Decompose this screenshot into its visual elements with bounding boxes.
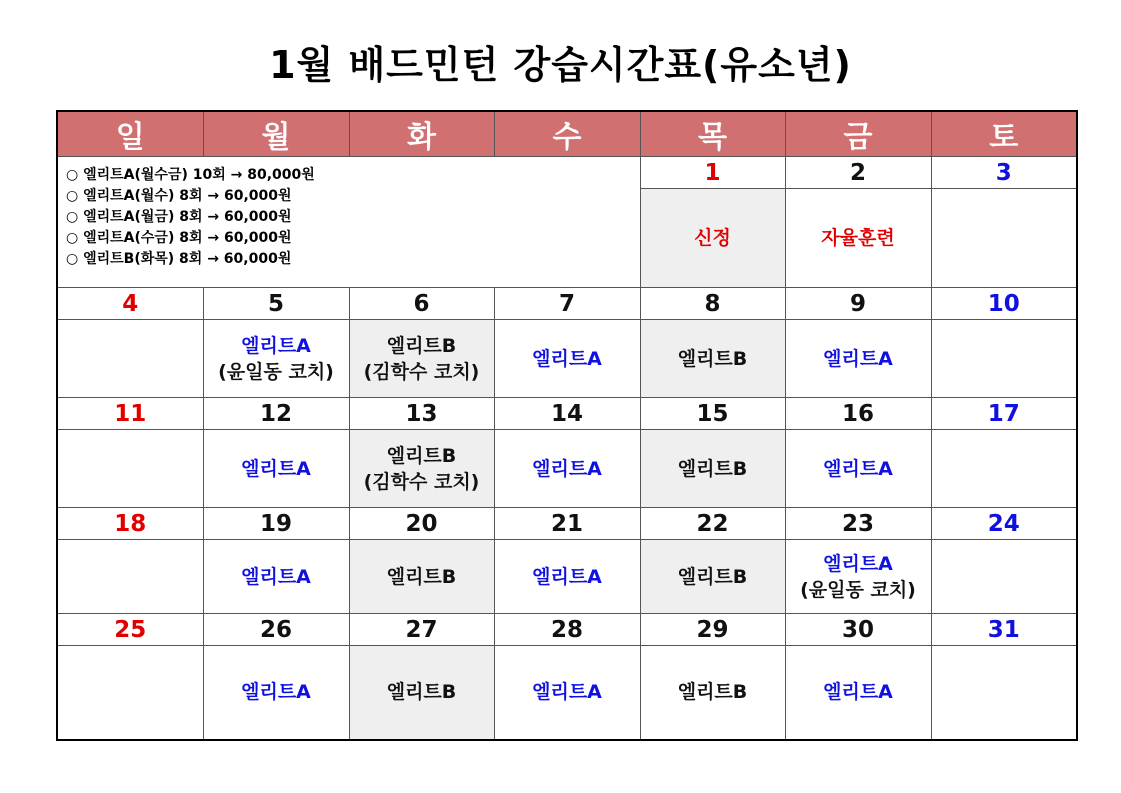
event-cell: 엘리트A xyxy=(494,646,640,740)
date-cell: 16 xyxy=(785,398,931,430)
date-cell: 30 xyxy=(785,614,931,646)
event-cell: 엘리트A xyxy=(203,646,349,740)
weekday-header-row xyxy=(57,111,1077,157)
date-cell: 9 xyxy=(785,288,931,320)
event-cell xyxy=(203,320,349,398)
week4-date-row xyxy=(57,508,1077,540)
date-cell: 28 xyxy=(494,614,640,646)
event-cell xyxy=(57,540,203,614)
event-cell xyxy=(931,540,1077,614)
event-cell: 엘리트B xyxy=(640,646,785,740)
event-cell: 엘리트A xyxy=(785,320,931,398)
date-cell: 20 xyxy=(349,508,494,540)
date-cell: 2 xyxy=(785,157,931,189)
coach-label: (윤일동 코치) xyxy=(218,360,334,383)
pricing-info xyxy=(57,157,640,288)
event-cell xyxy=(931,320,1077,398)
date-cell: 6 xyxy=(349,288,494,320)
date-cell: 18 xyxy=(57,508,203,540)
class-label: 엘리트A xyxy=(823,552,893,575)
event-cell xyxy=(931,646,1077,740)
weekday-fri: 금 xyxy=(785,111,931,157)
weekday-thu: 목 xyxy=(640,111,785,157)
event-cell: 엘리트A xyxy=(494,540,640,614)
event-cell: 엘리트B xyxy=(349,646,494,740)
date-cell: 17 xyxy=(931,398,1077,430)
event-cell: 엘리트B xyxy=(640,430,785,508)
page-title: 1월 배드민턴 강습시간표(유소년) xyxy=(269,43,852,87)
week3-date-row xyxy=(57,398,1077,430)
class-label: 엘리트B xyxy=(386,334,457,357)
event-cell: 엘리트A xyxy=(785,430,931,508)
event-cell xyxy=(57,646,203,740)
event-cell: 신정 xyxy=(640,189,785,288)
weekday-tue: 화 xyxy=(349,111,494,157)
schedule-calendar xyxy=(56,110,1078,741)
event-cell: 엘리트B xyxy=(349,540,494,614)
pricing-line: ○ 엘리트A(월금) 8회 → 60,000원 xyxy=(66,209,292,225)
weekday-sat: 토 xyxy=(931,111,1077,157)
class-label: 엘리트A xyxy=(241,334,311,357)
weekday-wed: 수 xyxy=(494,111,640,157)
event-cell xyxy=(931,430,1077,508)
date-cell: 31 xyxy=(931,614,1077,646)
event-cell xyxy=(785,540,931,614)
date-cell: 29 xyxy=(640,614,785,646)
date-cell: 12 xyxy=(203,398,349,430)
event-cell xyxy=(57,430,203,508)
date-cell: 4 xyxy=(57,288,203,320)
week1-date-row xyxy=(57,157,1077,189)
event-cell: 엘리트A xyxy=(494,320,640,398)
class-label: 엘리트B xyxy=(386,444,457,467)
week2-date-row xyxy=(57,288,1077,320)
coach-label: (김학수 코치) xyxy=(363,360,480,383)
date-cell: 8 xyxy=(640,288,785,320)
date-cell: 15 xyxy=(640,398,785,430)
date-cell: 19 xyxy=(203,508,349,540)
date-cell: 13 xyxy=(349,398,494,430)
date-cell: 3 xyxy=(931,157,1077,189)
week5-date-row xyxy=(57,614,1077,646)
event-cell: 엘리트B xyxy=(640,320,785,398)
week3-event-row xyxy=(57,430,1077,508)
date-cell: 27 xyxy=(349,614,494,646)
event-cell: 엘리트A xyxy=(785,646,931,740)
coach-label: (윤일동 코치) xyxy=(800,578,916,601)
pricing-line: ○ 엘리트A(수금) 8회 → 60,000원 xyxy=(66,230,292,246)
date-cell: 14 xyxy=(494,398,640,430)
event-cell xyxy=(349,430,494,508)
week5-event-row xyxy=(57,646,1077,740)
event-cell: 엘리트A xyxy=(203,430,349,508)
date-cell: 21 xyxy=(494,508,640,540)
pricing-line: ○ 엘리트B(화목) 8회 → 60,000원 xyxy=(66,251,292,267)
event-cell xyxy=(349,320,494,398)
date-cell: 23 xyxy=(785,508,931,540)
event-cell xyxy=(57,320,203,398)
date-cell: 5 xyxy=(203,288,349,320)
event-cell: 자율훈련 xyxy=(785,189,931,288)
event-cell: 엘리트B xyxy=(640,540,785,614)
date-cell: 26 xyxy=(203,614,349,646)
event-cell: 엘리트A xyxy=(203,540,349,614)
date-cell: 7 xyxy=(494,288,640,320)
event-cell xyxy=(931,189,1077,288)
date-cell: 24 xyxy=(931,508,1077,540)
pricing-line: ○ 엘리트A(월수) 8회 → 60,000원 xyxy=(66,188,292,204)
week2-event-row xyxy=(57,320,1077,398)
weekday-mon: 월 xyxy=(203,111,349,157)
date-cell: 22 xyxy=(640,508,785,540)
date-cell: 11 xyxy=(57,398,203,430)
week4-event-row xyxy=(57,540,1077,614)
coach-label: (김학수 코치) xyxy=(363,470,480,493)
date-cell: 1 xyxy=(640,157,785,189)
pricing-line: ○ 엘리트A(월수금) 10회 → 80,000원 xyxy=(66,167,315,183)
weekday-sun: 일 xyxy=(57,111,203,157)
event-cell: 엘리트A xyxy=(494,430,640,508)
date-cell: 10 xyxy=(931,288,1077,320)
date-cell: 25 xyxy=(57,614,203,646)
